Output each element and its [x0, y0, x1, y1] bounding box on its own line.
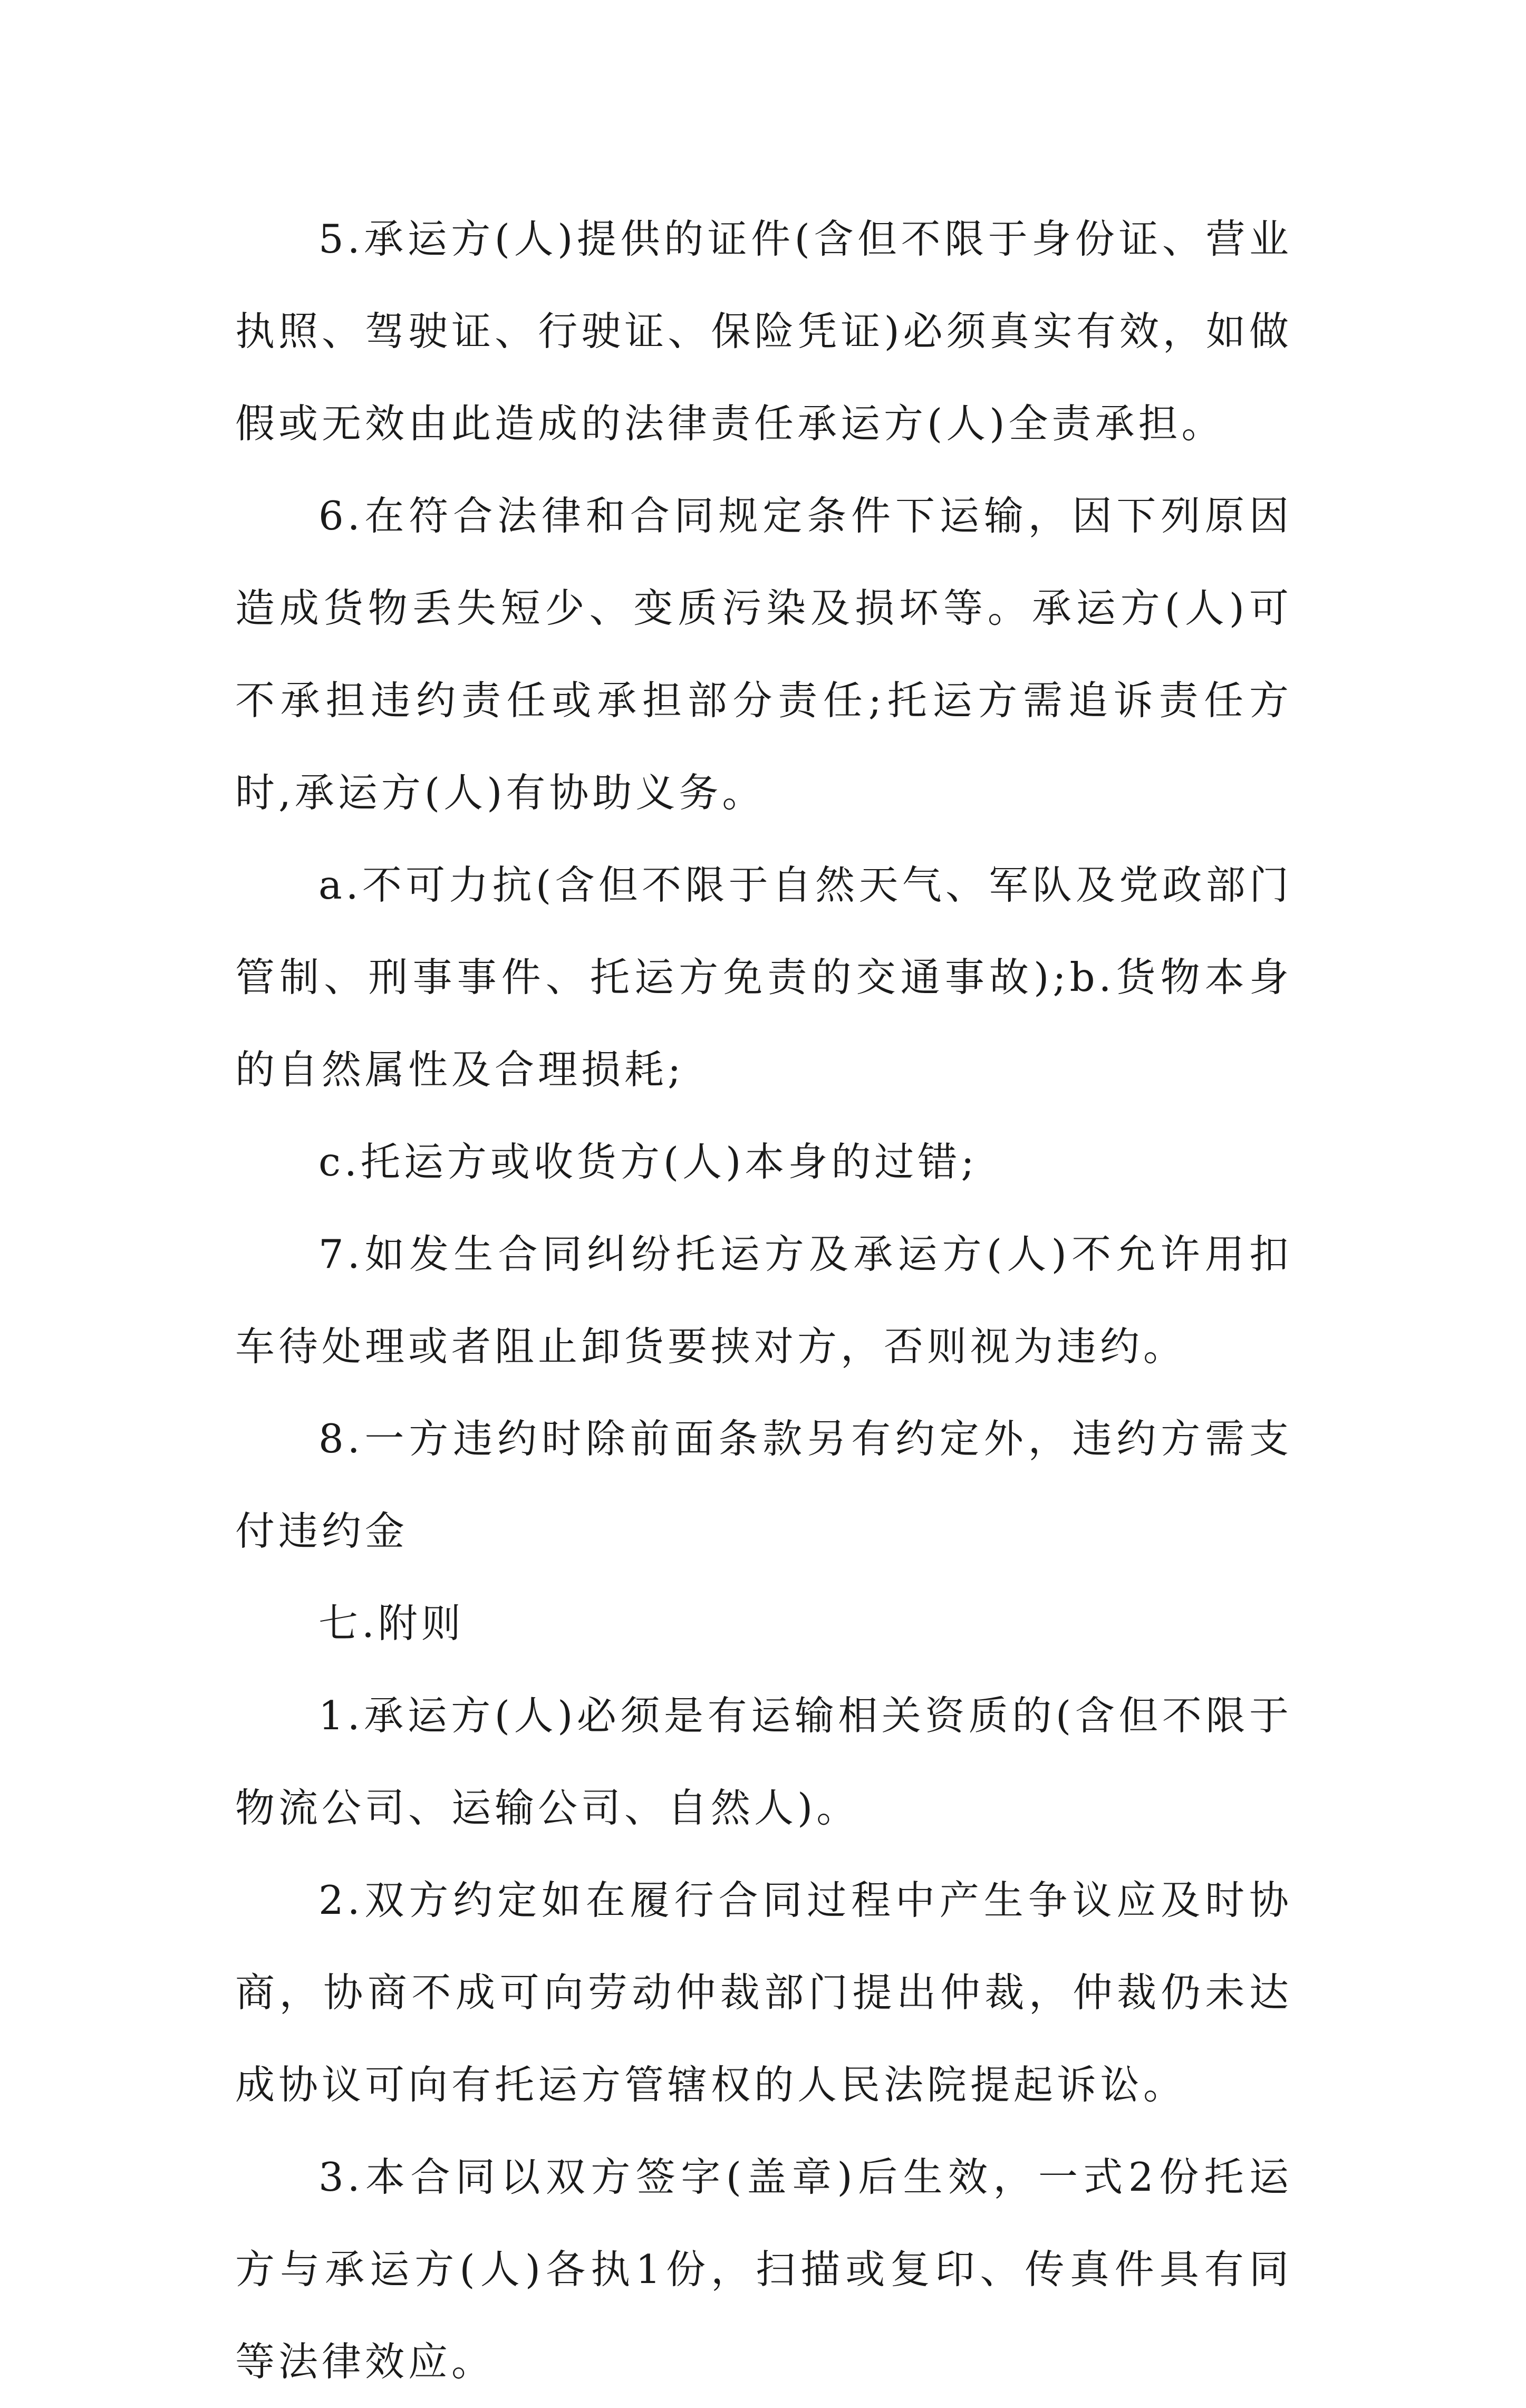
document-body [235, 193, 1292, 2408]
section-heading-supplementary: 七.附则 [318, 1600, 465, 1646]
supplementary-clause-1: 1.承运方(人)必须是有运输相关资质的(含但不限于物流公司、运输公司、自然人)。 [235, 1692, 1292, 1831]
clause-8: 8.一方违约时除前面条款另有约定外，违约方需支付违约金 [235, 1415, 1292, 1554]
supplementary-clause-3: 3.本合同以双方签字(盖章)后生效，一式2份托运方与承运方(人)各执1份，扫描或复印、传真件具有同等法律效应。 [235, 2154, 1292, 2385]
clause-6: 6.在符合法律和合同规定条件下运输，因下列原因造成货物丢失短少、变质污染及损坏等。承运方(人)可不承担违约责任或承担部分责任;托运方需追诉责任方时,承运方(人)有协助义务。 [235, 493, 1292, 816]
clause-6-item-c: c.托运方或收货方(人)本身的过错; [318, 1139, 978, 1185]
supplementary-clause-2: 2.双方约定如在履行合同过程中产生争议应及时协商，协商不成可向劳动仲裁部门提出仲裁，仲裁仍未达成协议可向有托运方管辖权的人民法院提起诉讼。 [235, 1877, 1292, 2108]
clause-7: 7.如发生合同纠纷托运方及承运方(人)不允许用扣车待处理或者阻止卸货要挟对方，否则视为违约。 [235, 1231, 1292, 1370]
clause-5: 5.承运方(人)提供的证件(含但不限于身份证、营业执照、驾驶证、行驶证、保险凭证)必须真实有效，如做假或无效由此造成的法律责任承运方(人)全责承担。 [235, 216, 1292, 447]
clause-6-item-a-b: a.不可力抗(含但不限于自然天气、军队及党政部门管制、刑事事件、托运方免责的交通事故);b.货物本身的自然属性及合理损耗; [235, 862, 1292, 1093]
